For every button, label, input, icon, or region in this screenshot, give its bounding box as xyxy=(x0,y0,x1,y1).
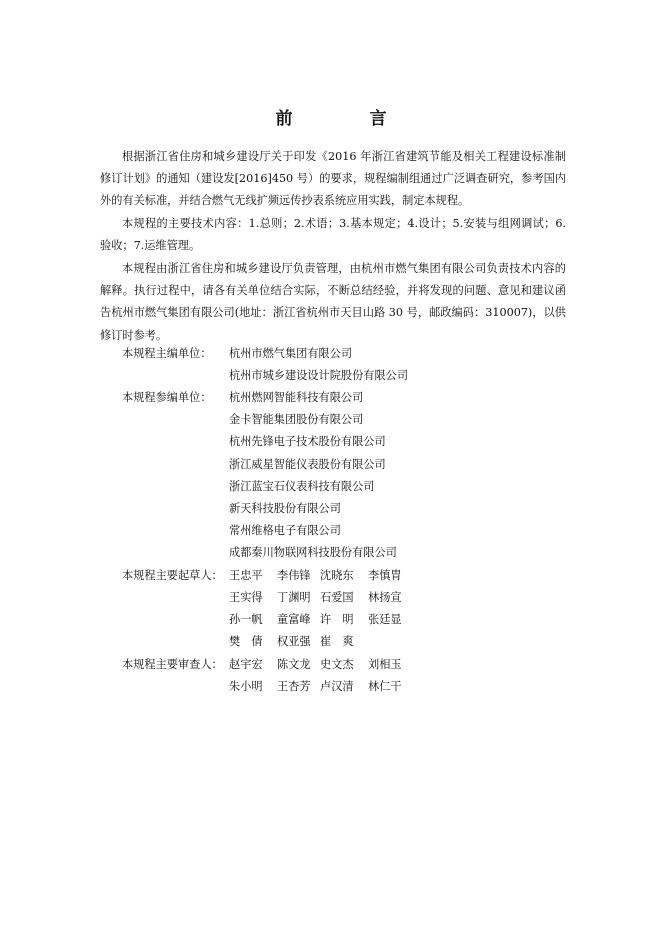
reviewer-name: 赵宇宏 xyxy=(229,658,263,671)
co-editor-label: 本规程参编单位： xyxy=(122,391,212,404)
drafter-name: 李慎胄 xyxy=(368,569,402,582)
co-editor-unit: 杭州燃网智能科技有限公司 xyxy=(229,391,364,404)
drafter-name: 张廷显 xyxy=(368,613,402,626)
co-editor-unit: 常州维格电子有限公司 xyxy=(229,524,341,537)
drafter-name: 沈晓东 xyxy=(320,569,354,582)
paragraph-background: 根据浙江省住房和城乡建设厅关于印发《2016 年浙江省建筑节能及相关工程建设标准制修订计划》的通知（建设发[2016]450 号）的要求，规程编制组通过广泛调查研究，参考国内外的有关标准，并结合燃气无线扩频远传抄表系统应用实践，制定本规程。 xyxy=(100,150,566,208)
co-editor-unit: 浙江威星智能仪表股份有限公司 xyxy=(229,458,386,471)
drafter-name: 樊 倩 xyxy=(229,635,263,648)
co-editor-unit: 金卡智能集团股份有限公司 xyxy=(229,413,364,426)
drafter-name: 石爱国 xyxy=(320,591,354,604)
co-editor-unit: 浙江蓝宝石仪表科技有限公司 xyxy=(229,480,375,493)
drafter-name: 孙一帆 xyxy=(229,613,263,626)
drafter-name: 王实得 xyxy=(229,591,263,604)
co-editor-unit: 杭州先锋电子技术股份有限公司 xyxy=(229,435,386,448)
reviewer-name: 陈文龙 xyxy=(277,658,311,671)
co-editor-unit: 成都秦川物联网科技股份有限公司 xyxy=(229,546,397,559)
chief-editor-unit: 杭州市城乡建设设计院股份有限公司 xyxy=(229,369,409,382)
reviewer-name: 王杏芳 xyxy=(277,680,311,693)
reviewer-name: 林仁干 xyxy=(368,680,402,693)
reviewer-name: 卢汉清 xyxy=(320,680,354,693)
drafter-name: 林扬宣 xyxy=(368,591,402,604)
chief-editor-label: 本规程主编单位： xyxy=(122,347,212,360)
drafter-name: 李伟锋 xyxy=(277,569,311,582)
drafters-label: 本规程主要起草人： xyxy=(122,569,223,582)
drafter-name: 崔 爽 xyxy=(320,635,354,648)
drafter-name: 童富峰 xyxy=(277,613,311,626)
paragraph-management: 本规程由浙江省住房和城乡建设厅负责管理，由杭州市燃气集团有限公司负责技术内容的解释。执行过程中，请各有关单位结合实际，不断总结经验，并将发现的问题、意见和建议函告杭州市燃气集团有限公司(地址：浙江省杭州市天目山路 30 号，邮政编码：310007)，以供修订时参考。 xyxy=(100,262,566,342)
reviewer-name: 史文杰 xyxy=(320,658,354,671)
reviewers-label: 本规程主要审查人： xyxy=(122,658,223,671)
drafter-name: 王忠平 xyxy=(229,569,263,582)
drafter-name: 丁渊明 xyxy=(277,591,311,604)
chief-editor-unit: 杭州市燃气集团有限公司 xyxy=(229,347,353,360)
co-editor-unit: 新天科技股份有限公司 xyxy=(229,502,341,515)
drafter-name: 许 明 xyxy=(320,613,354,626)
page-title: 前 言 xyxy=(275,109,417,129)
reviewer-name: 刘相玉 xyxy=(368,658,402,671)
reviewer-name: 朱小明 xyxy=(229,680,263,693)
paragraph-contents: 本规程的主要技术内容：1.总则；2.术语；3.基本规定；4.设计；5.安装与组网调试；6.验收；7.运维管理。 xyxy=(100,217,566,253)
drafter-name: 权亚强 xyxy=(277,635,311,648)
